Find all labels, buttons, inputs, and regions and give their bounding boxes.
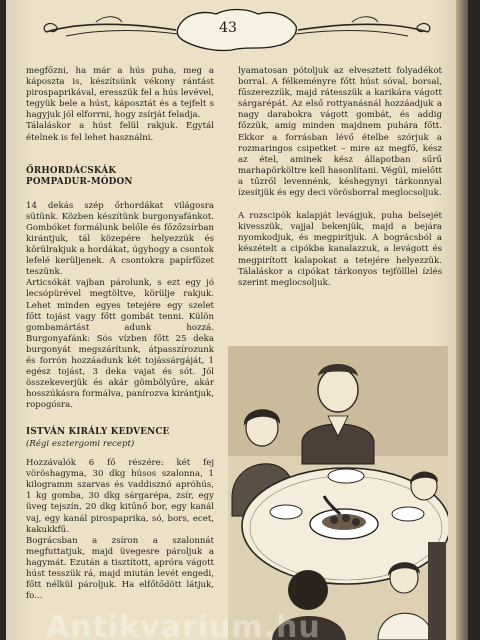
recipe-title-line: POMPADUR-MÓDON (26, 177, 133, 188)
recipe-subtitle: (Régi esztergomi recept) (26, 438, 135, 449)
right-column (238, 66, 442, 289)
recipe-paragraph: A rozscipók kalapját levágjuk, puha belsejét kivesszük, vajjal bekenjük, majd a bejára nyomkodjuk, és megpirítjuk. A bográcsból a készételt a cipókba kanalazzuk, a levágott és megpirított kalapokat a tetejére helyezzük. Tálaláskor a cipókat tárkonyos tejfölllel ízlés szerint meglocsoljuk. (238, 211, 442, 288)
recipe-paragraph: Articsókát vajban párolunk, s ezt egy jó lecsópürével megtöltve, körülje rakjuk. Lehet minden egyes tetejére egy szelet főtt tojást vagy főtt gombát tenni. Külön gombamártást adunk hozzá. Burgonyafánk: Sós vízben főtt 25 deka burgonyát megszárítunk, átpasszírozunk és forrón hozzáadunk két tojássárgáját, 1 egész tojást, 3 deka vajat és sót. Jól összekeverjük és akár gömbölyűre, akár hosszúkásra formálva, panírozva kirántjuk, ropogósra. (26, 278, 214, 411)
dinner-table-illustration (228, 346, 448, 640)
recipe-paragraph: lyamatosan pótoljuk az elvesztett folyadékot borral. A félkeményre főtt húst sóval, borsal, fűszerezzük, majd rátesszük a karikára vágott sárgarépát. Az első rottyanásnál hozzáadjuk a nagy darabokra vágott gombát, és addig főzzük, amíg minden majdnem puhára főtt. Ekkor a forrásban lévő ételbe szórjuk a rozmaringos csipetket – mire az megfő, kész az étel, aminek kész állapotban sűrű marhapörköltre kell hasonlítani. Végül, mielőtt a tűzről levennénk, késhegynyi tárkonnyal ízesítjük és egy deci vörösborral meglocsoljuk. (238, 66, 443, 199)
intro-paragraph: Tálaláskor a húst felül rakjuk. Egytál ételnek is fel lehet használni. (26, 121, 214, 143)
recipe-paragraph: 14 dekás szép őrhordákat világosra sütünk. Közben készítünk burgonyafánkot. Gombóket formálunk belőle és főzőzsírban kirántjuk, tál közepére helyezzük és körülrakjuk a hordákat, úgyhogy a csontok lefelé kerüljenek. A csontokra papírfözet teszünk. (26, 200, 214, 278)
watermark: Antikvarium.hu (46, 610, 321, 640)
intro-paragraph: megfőzni, ha már a hús puha, meg a káposzta is, készítsünk vékony rántást pirospaprikával, eresszük fel a hús levével, tegyük bele a húst, káposztát és a tejfelt s hagyjuk jól elforrni, hogy zsírját feladja. (26, 66, 214, 121)
recipe-title: ISTVÁN KIRÁLY KEDVENCE (26, 427, 170, 438)
recipe-paragraph: Hozzávalók 6 fő részére: két fej vöröshagyma, 30 dkg húsos szalonna, 1 kilogramm szarvas és vaddisznó apróhús, 1 kg gomba, 30 dkg sárgarépa, zsír, egy üveg tejszín, 20 dkg kitűnő bor, egy kanál vaj, egy kanál pirospaprika, só, bors, ecet, kakukkfű. (26, 458, 214, 535)
book-spine-shadow (456, 0, 468, 640)
recipe-title (26, 166, 214, 189)
page-header-ornament (6, 0, 468, 60)
page-number: 43 (219, 20, 237, 36)
left-column (26, 66, 214, 602)
family-dinner-illustration-icon (228, 346, 448, 640)
recipe-paragraph: Bográcsban a zsíron a szalonnát megfuttatjuk, majd üvegesre pároljuk a hagymát. Ezután a tisztított, apróra vágott húst tesszük rá, majd miután levét engedi, főtt nélkül pároljuk. Ha elfőtődött látjuk, fo... (26, 535, 214, 602)
book-page (6, 0, 468, 640)
recipe-title-line: ŐRHORDÁCSKÁK (26, 165, 117, 176)
